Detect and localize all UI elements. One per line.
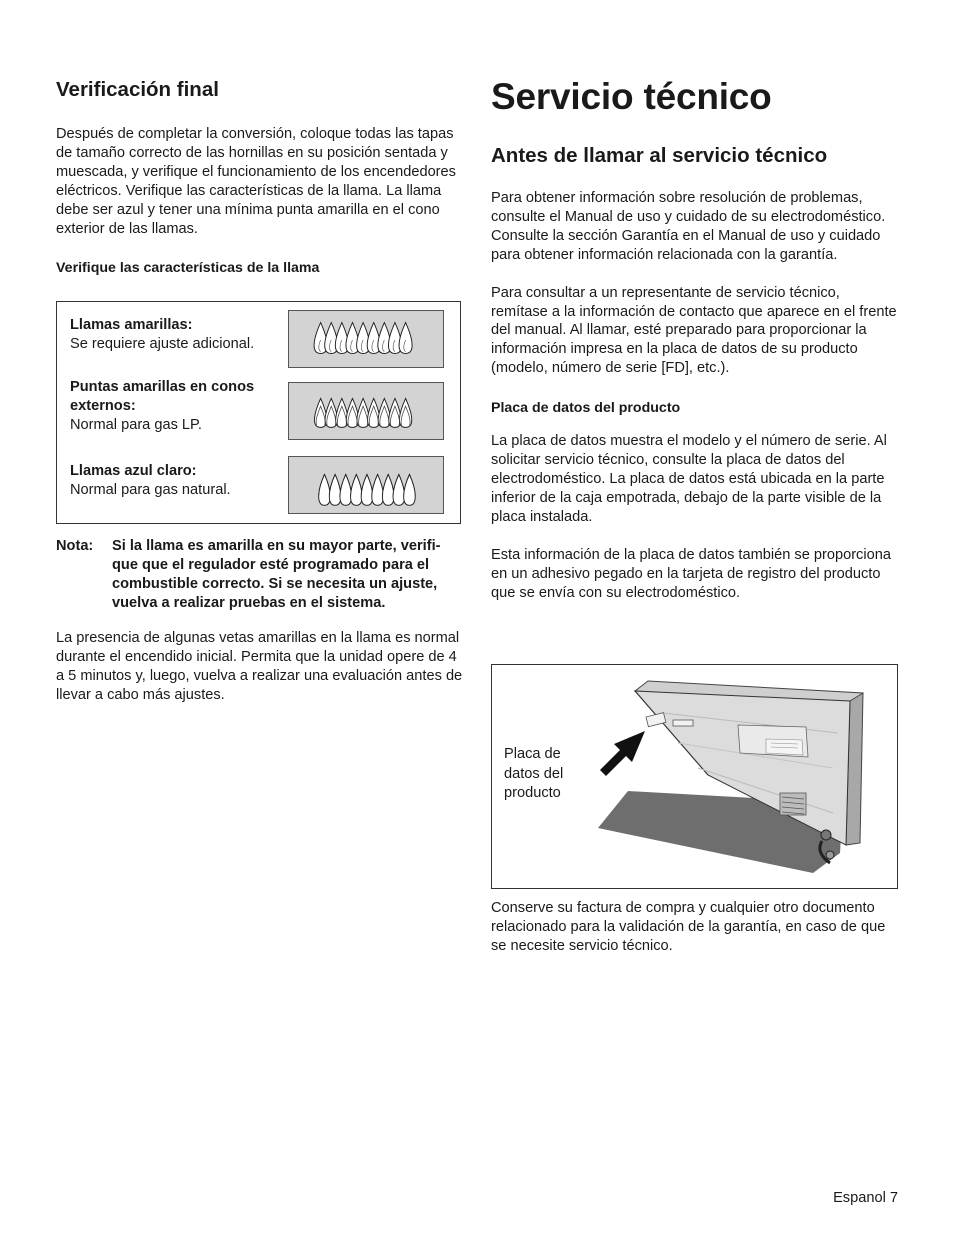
flame-desc: Normal para gas natural. [70, 481, 231, 498]
troubleshooting-paragraph: Para obtener información sobre resolución de problemas, consulte el Manual de uso y cuidado de su electrodoméstico. Consulte la sección Garantía en el Manual de uso y cuidado para obtener información relacionada con la garantía. [491, 190, 886, 263]
flame-row-yellow [70, 316, 280, 354]
blue-flames-icon [289, 457, 443, 513]
data-plate-label: Placa de datos del producto [504, 746, 564, 801]
blue-flames-image [288, 456, 444, 514]
note-text: Si la llama es amarilla en su mayor parte, verifi-que que el regulador esté programado para el combustible correcto. Si se necesita un ajuste, vuelva a realizar pruebas en el sistema. [112, 538, 441, 611]
yellow-tip-flames-image [288, 382, 444, 440]
flame-row-yellow-tips [70, 378, 280, 435]
note-label: Nota: [56, 538, 94, 554]
receipt-paragraph: Conserve su factura de compra y cualquier otro documento relacionado para la validación de la garantía, en caso de que se necesite servicio técnico. [491, 900, 886, 954]
data-plate-paragraph: La placa de datos muestra el modelo y el número de serie. Al solicitar servicio técnico, consulte la placa de datos del electrodoméstico. La placa de datos está ubicada en la parte inferior de la caja empotrada, debajo de la parte visible de la placa instalada. [491, 433, 887, 525]
flame-subheading: Verifique las características de la llama [56, 260, 320, 277]
cooktop-underside-illustration [588, 673, 873, 881]
data-plate-subheading: Placa de datos del producto [491, 400, 681, 417]
section-heading-before-calling: Antes de llamar al servicio técnico [491, 144, 828, 167]
flame-desc: Se requiere ajuste adicional. [70, 335, 255, 352]
page-number: Espanol 7 [833, 1190, 898, 1206]
yellow-flames-icon [289, 311, 443, 367]
sticker-paragraph: Esta información de la placa de datos también se proporciona en un adhesivo pegado en la tarjeta de registro del producto que se envía con su electrodoméstico. [491, 546, 891, 601]
note-block [56, 537, 464, 613]
data-plate-sticker [646, 713, 666, 727]
page-title: Servicio técnico [491, 76, 772, 117]
section-heading-final-check: Verificación final [56, 78, 219, 101]
yellow-flames-image [288, 310, 444, 368]
flame-title: Llamas amarillas: [70, 317, 193, 333]
flame-characteristics-box [56, 301, 461, 524]
flame-title: Puntas amarillas en conos externos: [70, 379, 255, 414]
closing-paragraph: La presencia de algunas vetas amarillas en la llama es normal durante el encendido inicial. Permita que la unidad opere de 4 a 5 minutos y, luego, vuelva a realizar una evaluación antes de llevar a cabo más ajustes. [56, 630, 463, 703]
right-column [491, 74, 899, 602]
left-column [56, 76, 464, 277]
yellow-tip-flames-icon [289, 383, 443, 439]
contact-paragraph: Para consultar a un representante de servicio técnico, remítase a la información de contacto que aparece en el frente del manual. Al llamar, esté preparado para proporcionar la información impresa en la placa de datos de su producto (modelo, número de serie [FD], etc.). [491, 284, 897, 377]
data-plate-figure [491, 664, 898, 889]
vent-grill [780, 793, 806, 815]
arrow-icon [600, 731, 645, 776]
flame-row-blue [70, 462, 280, 500]
flame-desc: Normal para gas LP. [70, 416, 202, 433]
intro-paragraph: Después de completar la conversión, coloque todas las tapas de tamaño correcto de las hornillas en su posición sentada y muescada, y verifique el funcionamiento de los encendedores eléctricos. Verifique las características de la llama. La llama debe ser azul y tener una mínima punta amarilla en el cono exterior de las llamas. [56, 126, 456, 237]
secondary-label [673, 720, 693, 726]
flame-title: Llamas azul claro: [70, 463, 197, 479]
